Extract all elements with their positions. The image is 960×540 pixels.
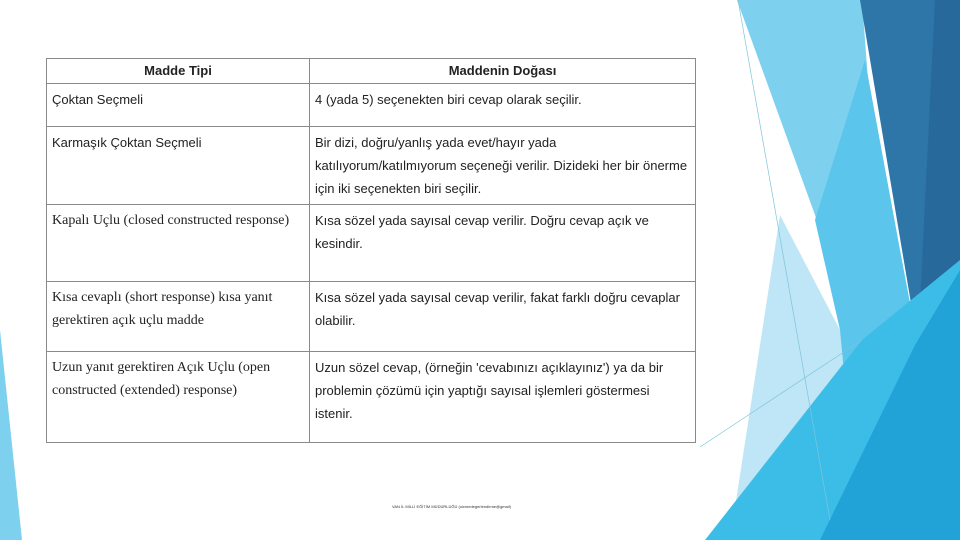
slide-footer: VAN İL MİLLİ EĞİTİM MÜDÜRLÜĞÜ (olcmedegerlendirme@gmail): [392, 504, 511, 509]
item-nature-cell: 4 (yada 5) seçenekten biri cevap olarak seçilir.: [310, 84, 696, 127]
item-type-cell: Çoktan Seçmeli: [47, 84, 310, 127]
item-type-cell: Karmaşık Çoktan Seçmeli: [47, 127, 310, 205]
table-row: [47, 282, 696, 352]
table-row: [47, 205, 696, 282]
item-nature-cell: Bir dizi, doğru/yanlış yada evet/hayır yada katılıyorum/katılmıyorum seçeneği verilir. Dizideki her bir önerme için iki seçenekten biri seçilir.: [310, 127, 696, 205]
column-header: Madde Tipi: [47, 59, 310, 84]
table-header-row: [47, 59, 696, 84]
item-type-cell: Uzun yanıt gerektiren Açık Uçlu (open constructed (extended) response): [47, 352, 310, 443]
item-type-cell: Kapalı Uçlu (closed constructed response): [47, 205, 310, 282]
table-row: [47, 84, 696, 127]
column-header: Maddenin Doğası: [310, 59, 696, 84]
left-edge-shape: [0, 330, 22, 540]
item-nature-cell: Uzun sözel cevap, (örneğin 'cevabınızı açıklayınız') ya da bir problemin çözümü için yaptığı sayısal işlemleri göstermesi istenir.: [310, 352, 696, 443]
item-nature-cell: Kısa sözel yada sayısal cevap verilir. Doğru cevap açık ve kesindir.: [310, 205, 696, 282]
item-nature-cell: Kısa sözel yada sayısal cevap verilir, fakat farklı doğru cevaplar olabilir.: [310, 282, 696, 352]
table-row: [47, 352, 696, 443]
table-row: [47, 127, 696, 205]
item-type-cell: Kısa cevaplı (short response) kısa yanıt gerektiren açık uçlu madde: [47, 282, 310, 352]
item-types-table: [46, 58, 696, 443]
